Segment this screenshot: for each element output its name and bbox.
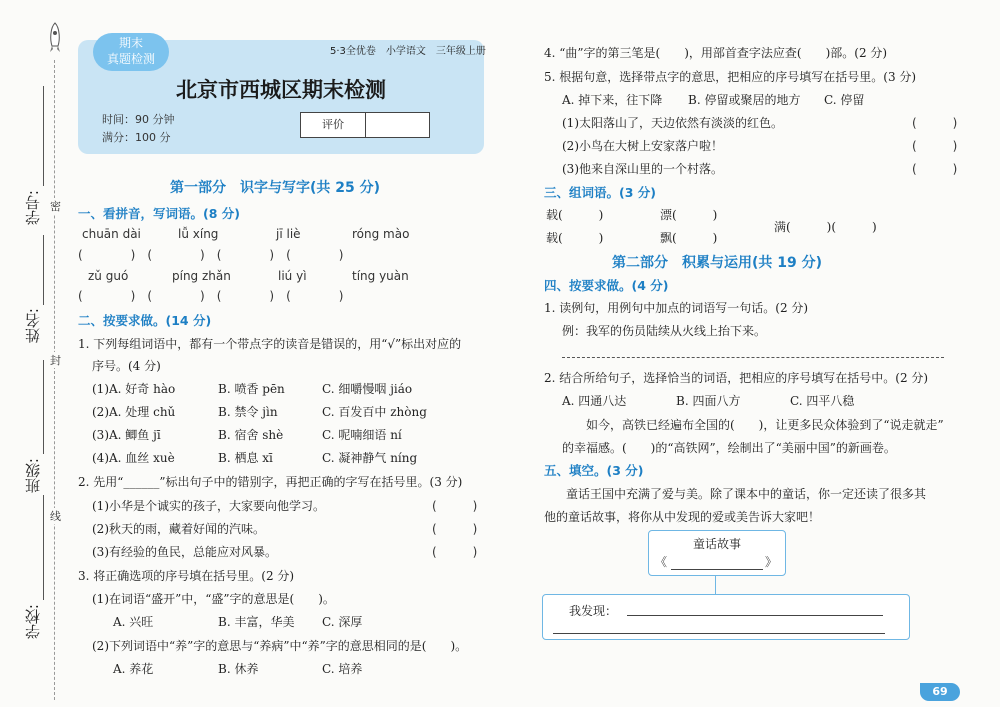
- q2-answer-3[interactable]: ( ): [432, 545, 478, 559]
- q2-item-1: (1)小华是个诚实的孩子，大家要向他学习。: [92, 499, 325, 513]
- q1-option[interactable]: C. 呢喃细语 ní: [322, 428, 402, 442]
- evaluation-field[interactable]: [366, 113, 429, 137]
- school-line[interactable]: [43, 495, 44, 600]
- page-number: 69: [920, 683, 960, 701]
- q3-1-option[interactable]: A. 兴旺: [113, 615, 154, 629]
- q5-item-1: (1)太阳落山了，天边依然有淡淡的红色。: [562, 116, 783, 130]
- fix-label: 封: [50, 354, 61, 367]
- q1-line1: 1. 下列每组词语中，都有一个带点字的读音是错误的，用“√”标出对应的: [78, 337, 462, 351]
- part2-title: 第二部分 积累与运用(共 19 分): [612, 255, 823, 271]
- q5-option: A. 掉下来，往下降: [562, 93, 663, 107]
- q2-title: 2. 先用“______”标出句子中的错别字，再把正确的字写在括号里。(3 分): [78, 475, 463, 489]
- badge-line-1: 期末: [118, 36, 143, 50]
- pinyin-3: jī liè: [276, 227, 301, 241]
- evaluation-label: 评价: [301, 113, 366, 137]
- q3-2-option[interactable]: B. 休养: [218, 662, 259, 676]
- s5-line1: 童话王国中充满了爱与美。除了课本中的童话，你一定还读了很多其: [566, 487, 927, 501]
- story-title-line[interactable]: [671, 569, 763, 570]
- q5-title: 5. 根据句意，选择带点字的意思，把相应的序号填写在括号里。(3 分): [544, 70, 917, 84]
- quote-open: 《: [655, 555, 668, 569]
- answer-row-2[interactable]: ( ) ( ) ( ) ( ): [78, 289, 344, 303]
- word-build-4[interactable]: 飘( ): [660, 231, 718, 245]
- word-build-1[interactable]: 载( ): [546, 208, 604, 222]
- q5-answer-3[interactable]: ( ): [912, 162, 958, 176]
- q1-option[interactable]: B. 宿舍 shè: [218, 428, 284, 442]
- q5-answer-1[interactable]: ( ): [912, 116, 958, 130]
- section4-title: 四、按要求做。(4 分): [544, 278, 669, 293]
- q5-item-3: (3)他来自深山里的一个村落。: [562, 162, 723, 176]
- q5-answer-2[interactable]: ( ): [912, 139, 958, 153]
- rocket-icon: [48, 22, 62, 60]
- q1-line2: 序号。(4 分): [92, 359, 161, 373]
- pinyin-5: zǔ guó: [88, 269, 129, 283]
- section3-title: 三、组词语。(3 分): [544, 185, 656, 200]
- exam-title: 北京市西城区期末检测: [176, 77, 386, 102]
- q1-option[interactable]: B. 喷香 pēn: [218, 382, 285, 396]
- s4-example: 例：我军的伤员陆续从火线上抬下来。: [562, 324, 767, 338]
- q5-option: B. 停留或聚居的地方: [688, 93, 801, 107]
- q1-option[interactable]: B. 栖息 xī: [218, 451, 273, 465]
- pinyin-4: róng mào: [352, 227, 410, 241]
- q3-2-option[interactable]: C. 培养: [322, 662, 363, 676]
- pinyin-7: liú yì: [278, 269, 307, 283]
- s4-q2-option: B. 四面八方: [676, 394, 741, 408]
- s4-q2-sentence-1: 如今，高铁已经遍布全国的( )，让更多民众体验到了“说走就走”: [586, 418, 944, 432]
- discovery-card: [542, 594, 910, 640]
- section2-title: 二、按要求做。(14 分): [78, 313, 212, 328]
- q5-item-2: (2)小鸟在大树上安家落户啦！: [562, 139, 723, 153]
- number-line[interactable]: [43, 86, 44, 186]
- seal-label: 密: [50, 200, 61, 213]
- story-card-title: 童话故事: [693, 537, 742, 551]
- sidebar-number: 学号:: [24, 190, 42, 226]
- q2-answer-2[interactable]: ( ): [432, 522, 478, 536]
- discovery-line-1[interactable]: [627, 615, 883, 616]
- q5-option: C. 停留: [824, 93, 865, 107]
- quote-close: 》: [765, 555, 778, 569]
- s4-q1: 1. 读例句，用例句中加点的词语写一句话。(2 分): [544, 301, 809, 315]
- s4-q2-sentence-2: 的幸福感。( )的“高铁网”，绘制出了“美丽中国”的新画卷。: [562, 441, 896, 455]
- sidebar-class: 班级:: [24, 458, 42, 494]
- class-line[interactable]: [43, 360, 44, 454]
- q3-1: (1)在词语“盛开”中，“盛”字的意思是( )。: [92, 592, 335, 606]
- q1-option[interactable]: C. 百发百中 zhòng: [322, 405, 427, 419]
- q4: 4. “曲”字的第三笔是( )，用部首查字法应查( )部。(2 分): [544, 46, 888, 60]
- q3-2: (2)下列词语中“养”字的意思与“养病”中“养”字的意思相同的是( )。: [92, 639, 468, 653]
- story-card: [648, 530, 786, 576]
- q1-option[interactable]: B. 禁令 jìn: [218, 405, 278, 419]
- time-info: 时间：90 分钟: [102, 113, 175, 126]
- q1-option[interactable]: (1)A. 好奇 hào: [92, 382, 176, 396]
- discovery-label: 我发现：: [569, 604, 618, 618]
- q2-item-2: (2)秋天的雨，藏着好闻的汽味。: [92, 522, 265, 536]
- q2-answer-1[interactable]: ( ): [432, 499, 478, 513]
- pinyin-8: tíng yuàn: [352, 269, 409, 283]
- q1-option[interactable]: (4)A. 血丝 xuè: [92, 451, 175, 465]
- score-info: 满分：100 分: [102, 131, 171, 144]
- q2-item-3: (3)有经验的鱼民，总能应对风暴。: [92, 545, 277, 559]
- badge-line-2: 真题检测: [106, 52, 155, 66]
- q1-option[interactable]: (2)A. 处理 chǔ: [92, 405, 176, 419]
- connector-line: [715, 576, 716, 594]
- part1-title: 第一部分 识字与写字(共 25 分): [170, 180, 381, 196]
- discovery-line-2[interactable]: [553, 633, 885, 634]
- pinyin-1: chuān dài: [82, 227, 141, 241]
- s5-line2: 他的童话故事，将你从中发现的爱或美告诉大家吧！: [544, 510, 821, 524]
- q3-title: 3. 将正确选项的序号填在括号里。(2 分): [78, 569, 295, 583]
- binding-dashed-line: [54, 60, 55, 700]
- evaluation-box: [300, 112, 430, 138]
- section5-title: 五、填空。(3 分): [544, 463, 644, 478]
- q3-1-option[interactable]: B. 丰富，华美: [218, 615, 295, 629]
- sidebar-school: 学校:: [24, 604, 42, 640]
- pinyin-6: píng zhǎn: [172, 269, 231, 283]
- word-build-2[interactable]: 载( ): [546, 231, 604, 245]
- word-build-3[interactable]: 漂( ): [660, 208, 718, 222]
- q3-2-option[interactable]: A. 养花: [113, 662, 154, 676]
- q1-option[interactable]: C. 凝神静气 níng: [322, 451, 418, 465]
- word-build-5[interactable]: 满( )( ): [774, 220, 877, 234]
- series-label: 5·3全优卷 小学语文 三年级上册: [330, 46, 486, 57]
- answer-row-1[interactable]: ( ) ( ) ( ) ( ): [78, 248, 344, 262]
- q3-1-option[interactable]: C. 深厚: [322, 615, 363, 629]
- s4-q2-option: C. 四平八稳: [790, 394, 855, 408]
- s4-q2: 2. 结合所给句子，选择恰当的词语，把相应的序号填写在括号中。(2 分): [544, 371, 929, 385]
- s4-q2-option: A. 四通八达: [562, 394, 627, 408]
- q1-option[interactable]: (3)A. 鲫鱼 jī: [92, 428, 161, 442]
- s4-answer-line[interactable]: [562, 357, 944, 358]
- q1-option[interactable]: C. 细嚼慢咽 jiáo: [322, 382, 413, 396]
- sidebar-name: 姓名:: [24, 308, 42, 344]
- name-line[interactable]: [43, 235, 44, 305]
- pinyin-2: lǚ xíng: [178, 227, 219, 241]
- section1-title: 一、看拼音，写词语。(8 分): [78, 206, 240, 221]
- line-label: 线: [50, 510, 61, 523]
- exam-badge: [93, 33, 169, 71]
